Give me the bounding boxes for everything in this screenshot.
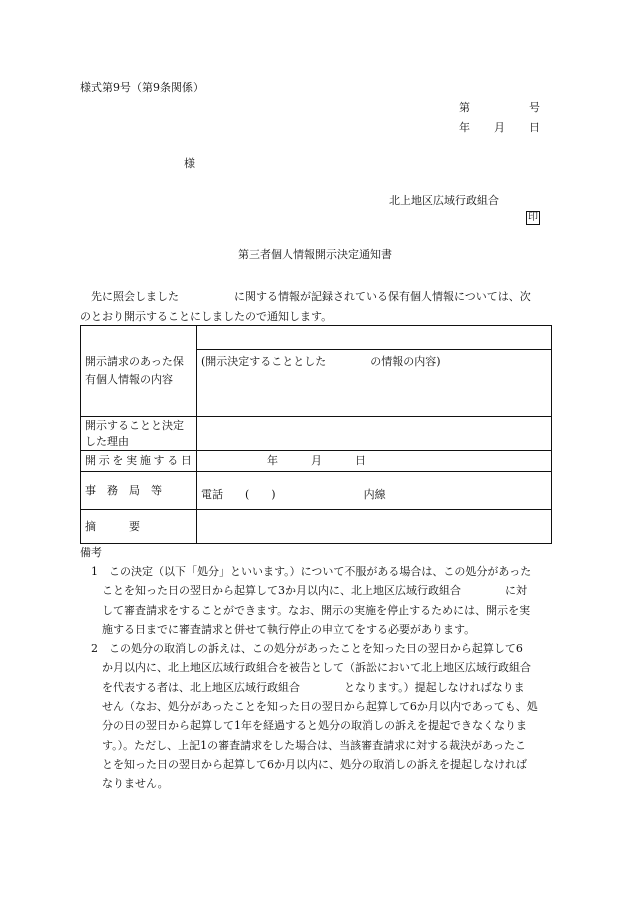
date-month: 月 [494, 121, 505, 134]
table-row-label: 開 示 を 実 施 す る 日 [81, 451, 197, 472]
document-number-suffix: 号 [529, 101, 540, 114]
remark-line: 2 この処分の取消しの訴えは、この処分があったことを知った日の翌日から起算して6 [80, 642, 523, 656]
remark-line: して審査請求をすることができます。なお、開示の実施を停止するためには、開示を実 [80, 603, 531, 617]
table-row-content: 電話 ( ) 内線 [197, 472, 552, 510]
remarks-heading: 備考 [80, 546, 102, 559]
table-row-label: 事 務 局 等 [81, 472, 197, 510]
form-label: 様式第9号（第9条関係） [80, 81, 204, 94]
seal-mark: 印 [528, 212, 538, 223]
date-day: 日 [529, 121, 540, 134]
intro-paragraph [80, 287, 551, 327]
table-row-content [197, 510, 552, 544]
remark-line: せん（なお、処分があったことを知った日の翌日から起算して6か月以内であっても、処 [80, 700, 538, 714]
remark-line: ことを知った日の翌日から起算して3か月以内に、北上地区広域行政組合 に対 [80, 584, 527, 598]
remark-line: 施する日までに審査請求と併せて執行停止の申立てをする必要があります。 [80, 622, 476, 636]
remarks-section [80, 544, 552, 794]
intro-line: のとおり開示することにしましたので通知します。 [80, 310, 333, 323]
table-row-content [197, 417, 552, 451]
table-empty-cell [197, 326, 552, 350]
remark-line: か月以内に、北上地区広域行政組合を被告として（訴訟において北上地区広域行政組合 [80, 661, 531, 675]
remark-line: なりません。 [80, 777, 169, 791]
intro-line: 先に照会しました に関する情報が記録されている保有個人情報については、次 [80, 290, 531, 303]
remark-line: 1 この決定（以下「処分」といいます。）について不服がある場合は、この処分があった [80, 565, 532, 578]
table-row-label: 開示することと決定した理由 [81, 417, 197, 451]
recipient-honorific: 様 [184, 157, 195, 170]
disclosure-table [80, 325, 552, 544]
table-row-content: (開示決定することとした の情報の内容) [197, 350, 552, 417]
remark-line: す。）。ただし、上記1の審査請求をした場合は、当該審査請求に対する裁決があったこ [80, 738, 527, 752]
document-title: 第三者個人情報開示決定通知書 [238, 248, 392, 261]
table-row-label: 開示請求のあった保有個人情報の内容 [81, 326, 197, 417]
remark-line: を代表する者は、北上地区広域行政組合 となります。）提起しなければなりま [80, 680, 525, 694]
document-number-prefix: 第 [459, 101, 470, 114]
table-row-label: 摘 要 [81, 510, 197, 544]
date-year: 年 [459, 121, 470, 134]
issuer-name: 北上地区広域行政組合 [389, 194, 499, 207]
remark-line: とを知った日の翌日から起算して6か月以内に、処分の取消しの訴えを提起しなければ [80, 757, 527, 771]
table-row-content: 年 月 日 [197, 451, 552, 472]
remark-line: 分の日の翌日から起算して1年を経過すると処分の取消しの訴えを提起できなくなりま [80, 719, 527, 733]
